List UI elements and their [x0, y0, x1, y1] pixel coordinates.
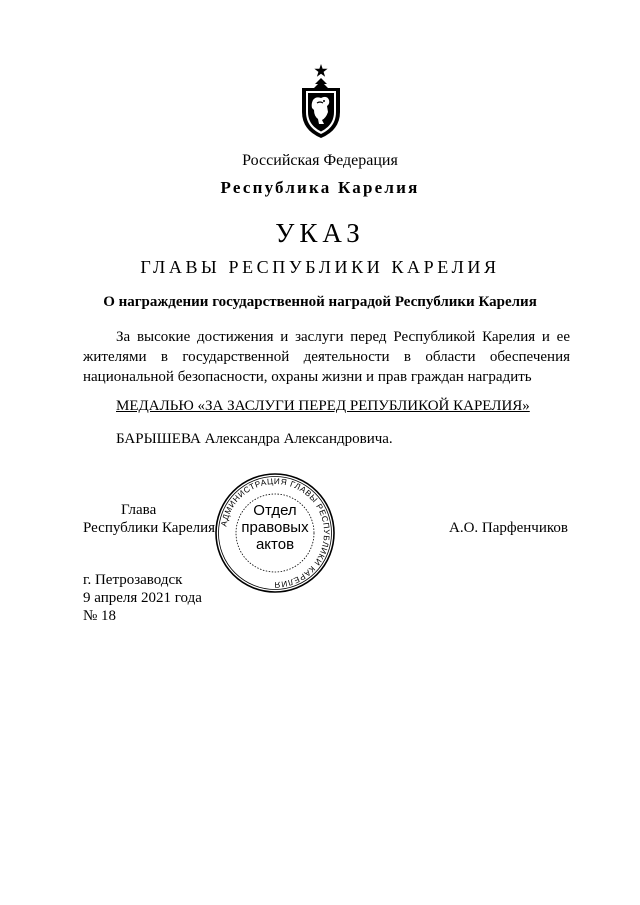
stamp-line-3: актов	[255, 536, 295, 553]
signatory-organization: Республики Карелия	[83, 520, 216, 536]
decree-body: За высокие достижения и заслуги перед Республикой Карелия и ее жителями в государственной деятельности в области обеспечения национальной безопасности, охраны жизни и прав граждан наградить	[83, 329, 570, 385]
signatory-title: Глава	[121, 502, 157, 518]
decree-number: № 18	[83, 608, 117, 624]
stamp-center-text	[236, 502, 314, 553]
document-type: УКАЗ	[275, 218, 365, 248]
karelia-coat-of-arms-icon	[294, 64, 348, 140]
recipient-name: БАРЫШЕВА Александра Александровича.	[116, 431, 393, 447]
decree-date: 9 апреля 2021 года	[83, 590, 202, 606]
stamp-line-1: Отдел	[253, 502, 297, 519]
signatory-name: А.О. Парфенчиков	[449, 520, 568, 536]
decree-subject: О награждении государственной наградой Республики Карелия	[103, 294, 537, 310]
issuer-title: ГЛАВЫ РЕСПУБЛИКИ КАРЕЛИЯ	[140, 257, 500, 277]
stamp-ring-text: АДМИНИСТРАЦИЯ ГЛАВЫ РЕСПУБЛИКИ КАРЕЛИЯ	[219, 476, 332, 590]
decree-city: г. Петрозаводск	[83, 572, 183, 588]
stamp-line-2: правовых	[241, 519, 309, 536]
award-name: МЕДАЛЬЮ «ЗА ЗАСЛУГИ ПЕРЕД РЕПУБЛИКОЙ КАРЕЛИЯ»	[116, 398, 530, 414]
decree-footer	[83, 571, 202, 625]
country-name: Российская Федерация	[242, 152, 398, 169]
republic-name: Республика Карелия	[220, 178, 420, 197]
